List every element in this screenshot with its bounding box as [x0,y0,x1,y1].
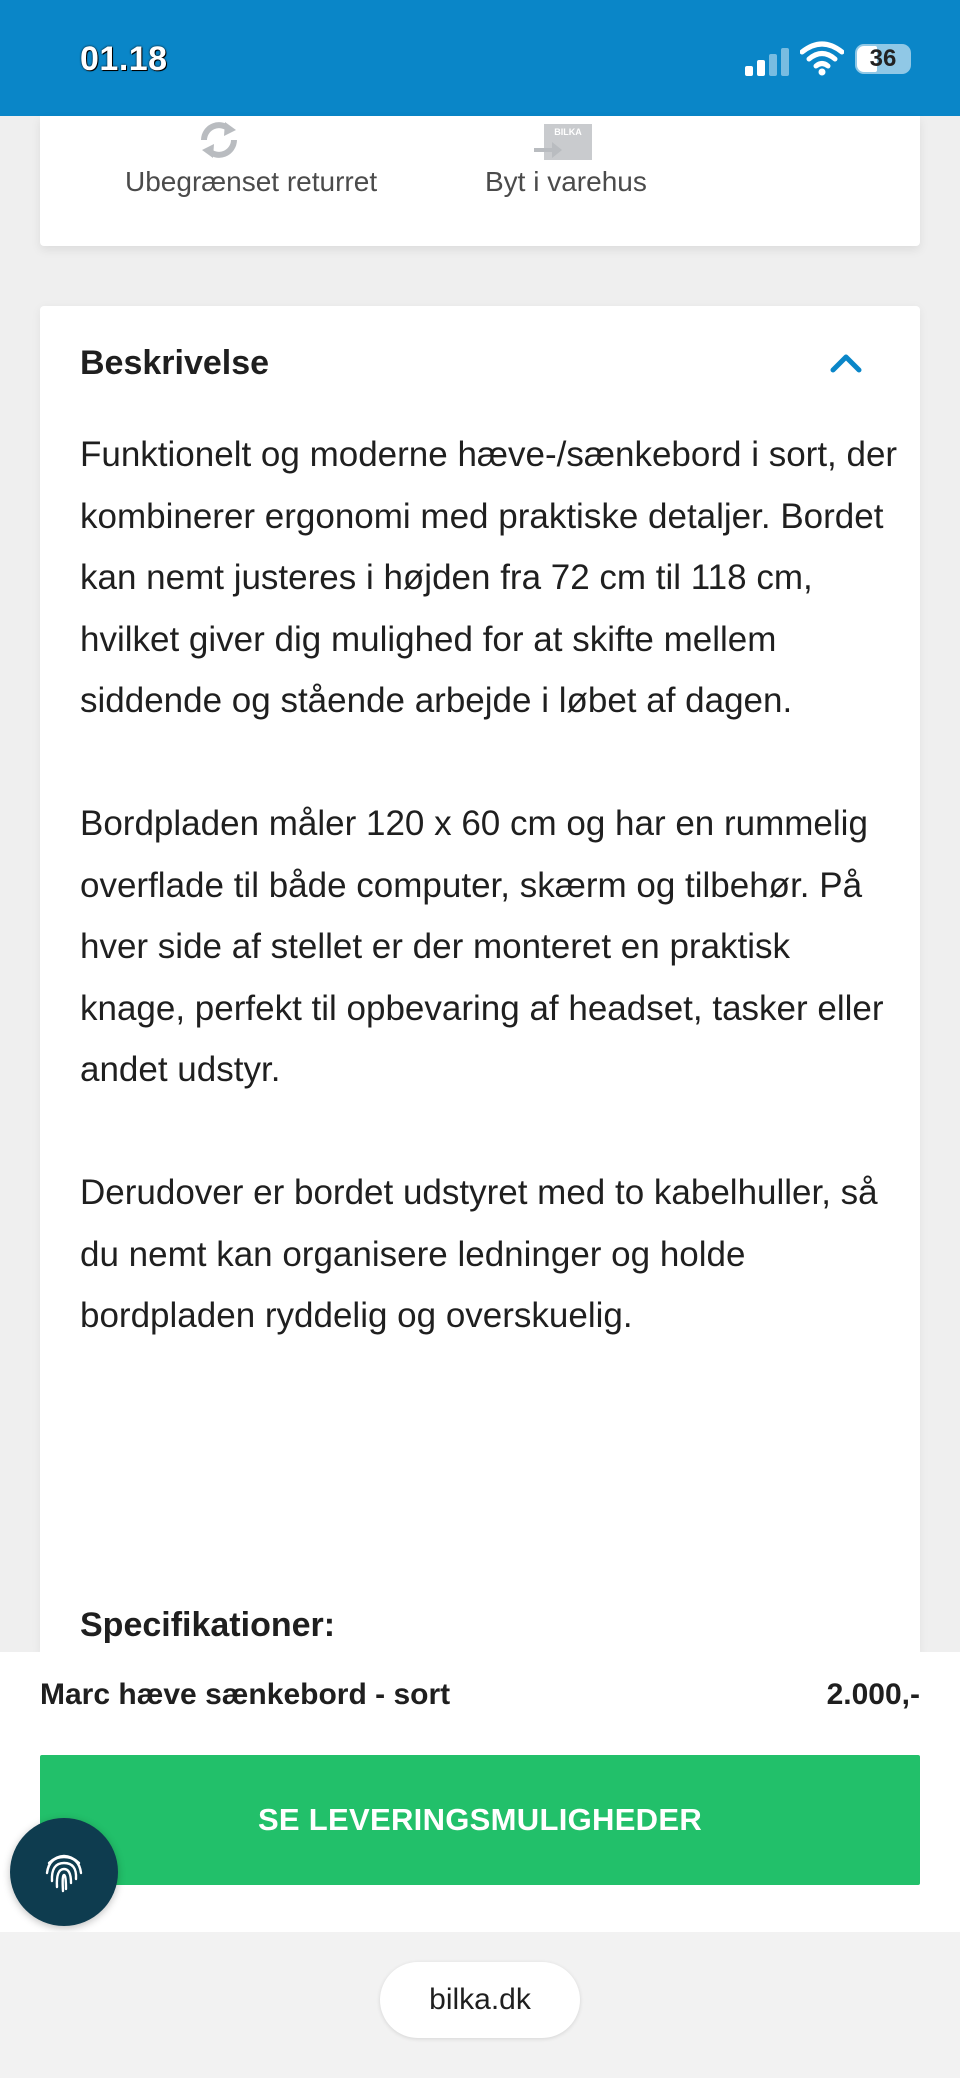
product-name: Marc hæve sænkebord - sort [40,1678,451,1711]
description-card [40,306,920,1656]
description-title[interactable]: Beskrivelse [80,344,270,382]
fingerprint-icon [39,1847,89,1897]
status-time: 01.18 [80,40,168,78]
browser-bottom-bar [0,1932,960,2078]
benefits-card [40,116,920,246]
status-bar [0,0,960,116]
benefit-store-exchange-label: Byt i varehus [485,166,647,197]
cellular-signal-icon [745,44,789,76]
benefit-returns-label: Ubegrænset returret [125,166,378,197]
battery-level: 36 [869,45,897,72]
benefit-store-exchange [400,116,700,246]
sticky-purchase-bar [0,1652,960,1932]
battery-icon [855,44,911,74]
fingerprint-button[interactable] [10,1818,118,1926]
refresh-icon [190,120,248,165]
product-price: 2.000,- [826,1678,920,1711]
description-paragraph: Bordpladen måler 120 x 60 cm og har en rummelig overflade til både computer, skærm og tilbehør. På hver side af stellet er der monteret en praktisk knage, perfekt til opbevaring af headset, tasker eller andet udstyr. [80,804,884,1089]
store-exchange-icon [530,120,596,165]
chevron-up-icon[interactable] [826,346,866,380]
description-body [80,424,900,1408]
wifi-icon [800,40,844,76]
address-bar[interactable]: bilka.dk [380,1962,580,2038]
svg-text:BILKA: BILKA [554,127,582,137]
specifications-title: Specifikationer: [80,1606,336,1644]
benefit-returns [80,116,380,246]
description-paragraph: Derudover er bordet udstyret med to kabelhuller, så du nemt kan organisere ledninger og holde bordpladen ryddelig og overskuelig. [80,1173,878,1335]
description-paragraph: Funktionelt og moderne hæve-/sænkebord i sort, der kombinerer ergonomi med praktiske detaljer. Bordet kan nemt justeres i højden fra 72 cm til 118 cm, hvilket giver dig mulighed for at skifte mellem siddende og stående arbejde i løbet af dagen. [80,435,898,720]
delivery-options-button[interactable]: SE LEVERINGSMULIGHEDER [40,1755,920,1885]
